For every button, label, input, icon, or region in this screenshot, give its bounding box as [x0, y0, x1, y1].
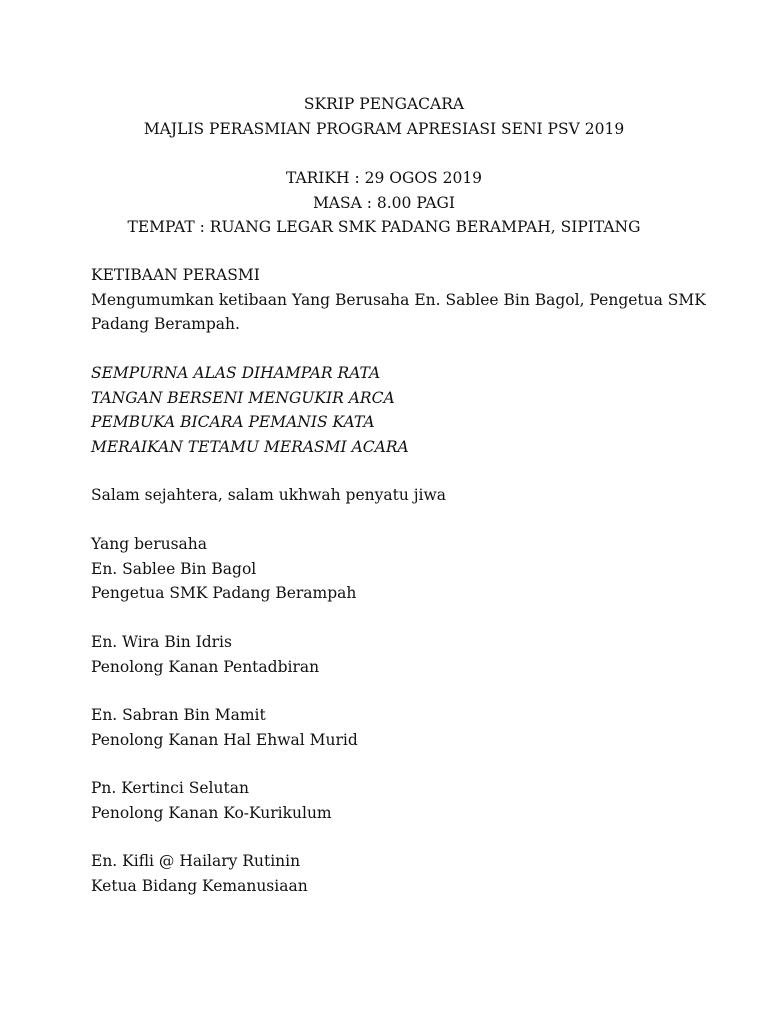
event-info-block — [0, 166, 768, 240]
event-time: MASA : 8.00 PAGI — [312, 193, 456, 212]
dignitary-name: En. Kifli @ Hailary Rutinin — [91, 852, 301, 870]
dignitary-position: Penolong Kanan Ko-Kurikulum — [91, 803, 332, 822]
dignitary-entry — [91, 849, 691, 898]
dignitary-name: En. Wira Bin Idris — [91, 633, 232, 651]
dignitary-position: Penolong Kanan Hal Ehwal Murid — [91, 730, 358, 749]
event-title: MAJLIS PERASMIAN PROGRAM APRESIASI SENI PSV 2019 — [143, 119, 625, 138]
dignitary-name: En. Sablee Bin Bagol — [91, 559, 257, 578]
dignitary-entry — [91, 630, 691, 679]
pantun-line: SEMPURNA ALAS DIHAMPAR RATA — [91, 364, 381, 382]
announcement-text-line-2: Padang Berampah. — [91, 315, 240, 333]
greeting-text: Salam sejahtera, salam ukhwah penyatu jiwa — [91, 486, 447, 504]
dignitary-position: Pengetua SMK Padang Berampah — [91, 584, 357, 602]
dignitary-name: En. Sabran Bin Mamit — [91, 706, 266, 724]
dignitary-honorific: Yang berusaha — [91, 535, 208, 553]
document-title-block — [0, 92, 768, 141]
dignitary-entry — [91, 703, 691, 752]
script-title: SKRIP PENGACARA — [303, 95, 465, 113]
dignitary-entry — [91, 776, 691, 825]
arrival-section — [91, 263, 706, 337]
section-heading: KETIBAAN PERASMI — [91, 266, 260, 284]
dignitary-entry — [91, 532, 691, 606]
pantun-line: MERAIKAN TETAMU MERASMI ACARA — [91, 437, 409, 456]
greeting-paragraph — [91, 483, 691, 508]
announcement-text-line-1: Mengumumkan ketibaan Yang Berusaha En. Sablee Bin Bagol, Pengetua SMK — [91, 290, 706, 309]
dignitary-position: Ketua Bidang Kemanusiaan — [91, 876, 308, 895]
pantun-line: TANGAN BERSENI MENGUKIR ARCA — [91, 388, 395, 407]
pantun-line: PEMBUKA BICARA PEMANIS KATA — [91, 413, 375, 431]
dignitary-name: Pn. Kertinci Selutan — [91, 779, 249, 797]
event-venue: TEMPAT : RUANG LEGAR SMK PADANG BERAMPAH, SIPITANG — [127, 218, 641, 236]
dignitary-position: Penolong Kanan Pentadbiran — [91, 657, 320, 676]
pantun-verse — [91, 361, 691, 459]
event-date: TARIKH : 29 OGOS 2019 — [285, 169, 483, 187]
